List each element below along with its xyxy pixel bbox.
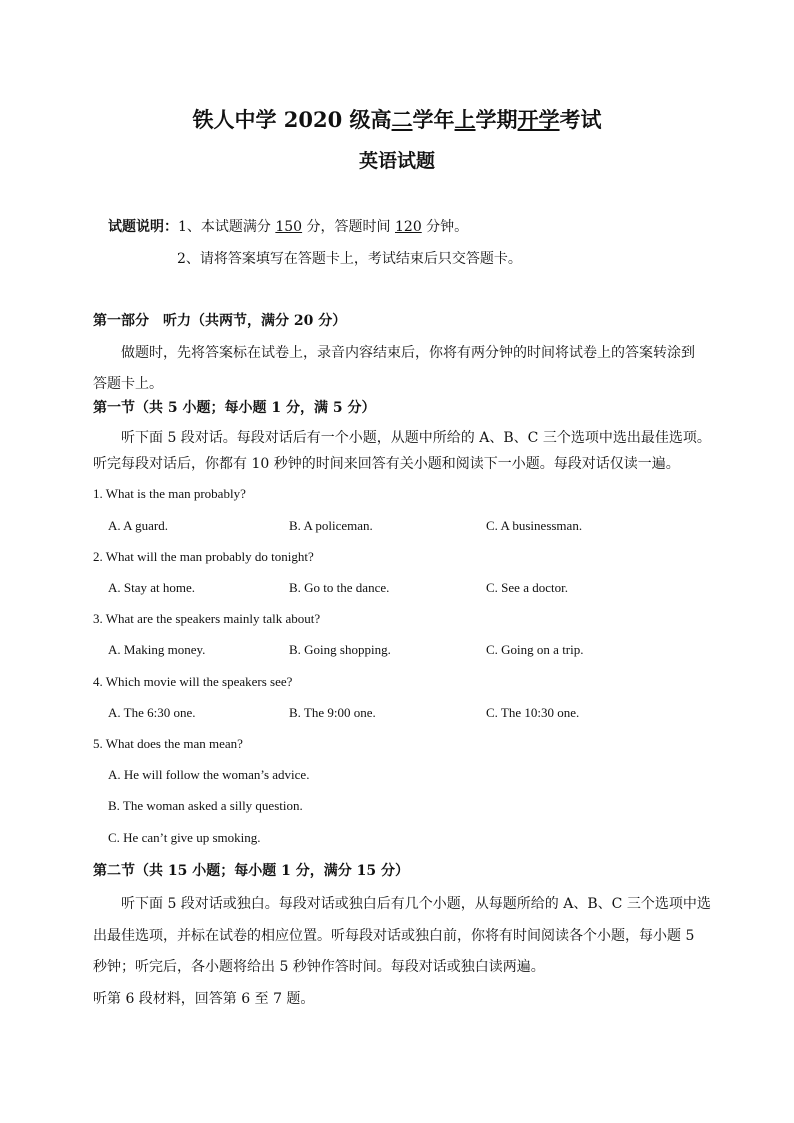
option-c: C. The 10:30 one. <box>486 705 580 720</box>
option-a: A. A guard. <box>108 518 168 533</box>
option-b: B. The 9:00 one. <box>289 705 376 720</box>
instructions-text: 分钟。 <box>421 219 469 235</box>
question-5: 5. What does the man mean? <box>93 736 243 751</box>
question-2: 2. What will the man probably do tonight? <box>93 549 314 564</box>
exam-title <box>0 104 794 134</box>
material-instruction: 听第 6 段材料，回答第 6 至 7 题。 <box>93 991 315 1007</box>
full-score: 150 <box>275 219 303 235</box>
option-b: B. A policeman. <box>289 518 373 533</box>
part1-intro: 答题卡上。 <box>93 376 163 392</box>
instructions-line2: 2、请将答案填写在答题卡上，考试结束后只交答题卡。 <box>177 251 522 267</box>
instructions-text: 1、本试题满分 <box>178 219 276 235</box>
option-c: C. He can’t give up smoking. <box>108 830 261 845</box>
question-3: 3. What are the speakers mainly talk about? <box>93 611 321 626</box>
section2-intro: 出最佳选项，并标在试卷的相应位置。听每段对话或独白前，你将有时间阅读各个小题，每小题 5 <box>93 928 695 944</box>
instructions-text: 分，答题时间 <box>302 219 395 235</box>
instructions-label: 试题说明： <box>108 219 178 235</box>
time-limit: 120 <box>395 219 422 235</box>
exam-subtitle: 英语试题 <box>358 150 435 172</box>
section1-intro: 听下面 5 段对话。每段对话后有一个小题，从题中所给的 A、B、C 三个选项中选出最佳选项。 <box>121 430 711 446</box>
option-c: C. A businessman. <box>486 518 583 533</box>
option-c: C. Going on a trip. <box>486 642 584 657</box>
option-b: B. Going shopping. <box>289 642 391 657</box>
section1-heading: 第一节（共 5 小题；每小题 1 分，满 5 分） <box>93 400 376 416</box>
part1-intro: 做题时，先将答案标在试卷上，录音内容结束后，你将有两分钟的时间将试卷上的答案转涂到 <box>121 345 695 361</box>
instructions-line1 <box>108 216 468 236</box>
question-4: 4. Which movie will the speakers see? <box>93 674 293 689</box>
title-text: 学年 <box>412 107 455 132</box>
option-b: B. The woman asked a silly question. <box>108 798 303 813</box>
section2-heading: 第二节（共 15 小题；每小题 1 分，满分 15 分） <box>93 863 409 879</box>
title-text: 考试 <box>559 107 602 132</box>
part1-heading: 第一部分 听力（共两节，满分 20 分） <box>93 313 347 329</box>
option-c: C. See a doctor. <box>486 580 568 595</box>
section1-intro: 听完每段对话后，你都有 10 秒钟的时间来回答有关小题和阅读下一小题。每段对话仅读一遍。 <box>93 456 680 472</box>
option-a: A. Stay at home. <box>108 580 196 595</box>
option-a: A. The 6:30 one. <box>108 705 196 720</box>
option-b: B. Go to the dance. <box>289 580 390 595</box>
section2-intro: 听下面 5 段对话或独白。每段对话或独白后有几个小题，从每题所给的 A、B、C 三个选项中选 <box>121 896 711 912</box>
question-1: 1. What is the man probably? <box>93 486 246 501</box>
title-underlined: 二 <box>391 107 413 132</box>
option-a: A. He will follow the woman’s advice. <box>108 767 310 782</box>
title-underlined: 开学 <box>517 107 560 132</box>
section2-intro: 秒钟；听完后，各小题将给出 5 秒钟作答时间。每段对话或独白读两遍。 <box>93 959 545 975</box>
title-text: 铁人中学 2020 级高 <box>192 107 392 132</box>
option-a: A. Making money. <box>108 642 206 657</box>
title-text: 学期 <box>475 107 518 132</box>
title-underlined: 上 <box>454 107 476 132</box>
